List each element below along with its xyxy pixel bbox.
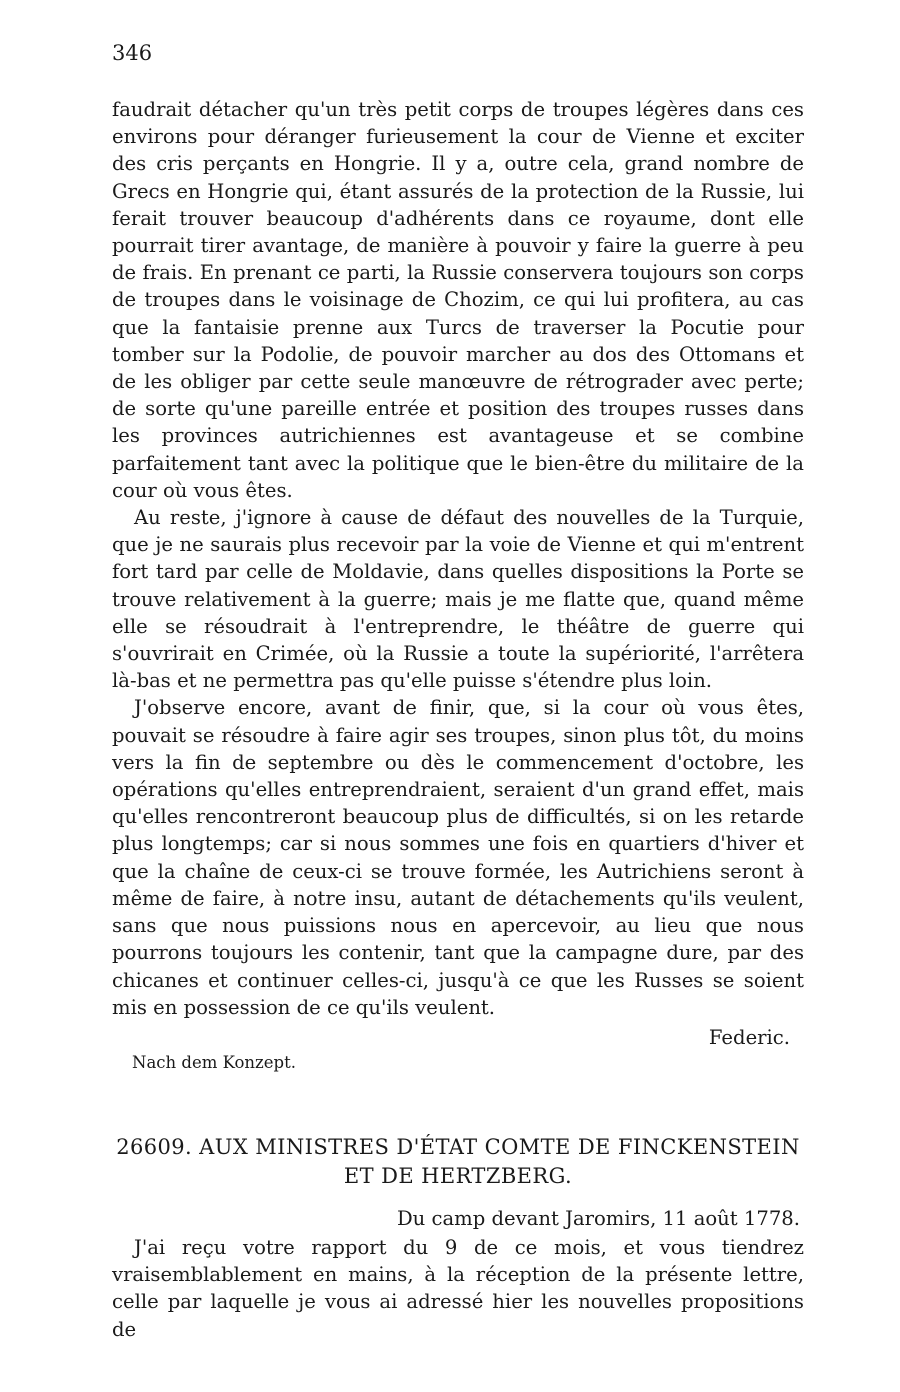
source-note: Nach dem Konzept. xyxy=(132,1052,296,1072)
letter-dateline: Du camp devant Jaromirs, 11 août 1778. xyxy=(396,1206,800,1230)
letter-body: J'ai reçu votre rapport du 9 de ce mois, et vous tiendrez vraisemblablement en mains, à la réception de la présente lettre, celle par laquelle je vous ai adressé hier les nouvelles propositions de xyxy=(112,1235,804,1341)
paragraph-continuation: faudrait détacher qu'un très petit corps de troupes légères dans ces environs pour déranger furieusement la cour de Vienne et exciter des cris perçants en Hongrie. Il y a, outre cela, grand nombre de Grecs en Hongrie qui, étant assurés de la protection de la Russie, lui ferait trouver beaucoup d'adhérents dans ce royaume, dont elle pourrait tirer avantage, de manière à pouvoir y faire la guerre à peu de frais. En prenant ce parti, la Russie conservera toujours son corps de troupes dans le voisinage de Chozim, ce qui lui profitera, au cas que la fantaisie prenne aux Turcs de traverser la Pocutie pour tomber sur la Podolie, de pouvoir marcher au dos des Ottomans et de les obliger par cette seule manœuvre de rétrograder avec perte; de sorte qu'une pareille entrée et position des troupes russes dans les provinces autrichiennes est avantageuse et se combine parfaitement tant avec la politique que le bien-être du militaire de la cour où vous êtes. xyxy=(112,98,804,502)
page-number: 346 xyxy=(112,41,153,65)
paragraph-observation: J'observe encore, avant de finir, que, si la cour où vous êtes, pouvait se résoudre à faire agir ses troupes, sinon plus tôt, du moins vers la fin de septembre ou dès le commencement d'octobre, les opérations qu'elles entreprendraient, seraient d'un grand effet, mais qu'elles rencontreront beaucoup plus de difficultés, si on les retarde plus longtemps; car si nous sommes une fois en quartiers d'hiver et que la chaîne de ceux-ci se trouve formée, les Autrichiens seront à même de faire, à notre insu, autant de détachements qu'ils veulent, sans que nous puissions nous en apercevoir, au lieu que nous pourrons toujours les contenir, tant que la campagne dure, par des chicanes et continuer celles-ci, jusqu'à ce que les Russes se soient mis en possession de ce qu'ils veulent. xyxy=(112,696,804,1019)
letter-heading-line1: 26609. AUX MINISTRES D'ÉTAT COMTE DE FINCKENSTEIN xyxy=(116,1134,800,1159)
paragraph-turkey: Au reste, j'ignore à cause de défaut des nouvelles de la Turquie, que je ne saurais plus recevoir par la voie de Vienne et qui m'entrent fort tard par celle de Moldavie, dans quelles dispositions la Porte se trouve relativement à la guerre; mais je me flatte que, quand même elle se résoudrait à l'entreprendre, le théâtre de guerre qui s'ouvrirait en Crimée, où la Russie a toute la supériorité, l'arrêtera là-bas et ne permettra pas qu'elle puisse s'étendre plus loin. xyxy=(112,506,804,693)
letter-heading xyxy=(112,1133,804,1191)
letter-heading-line2: ET DE HERTZBERG. xyxy=(343,1163,573,1188)
document-page xyxy=(112,40,804,1343)
signature: Federic. xyxy=(708,1025,790,1049)
